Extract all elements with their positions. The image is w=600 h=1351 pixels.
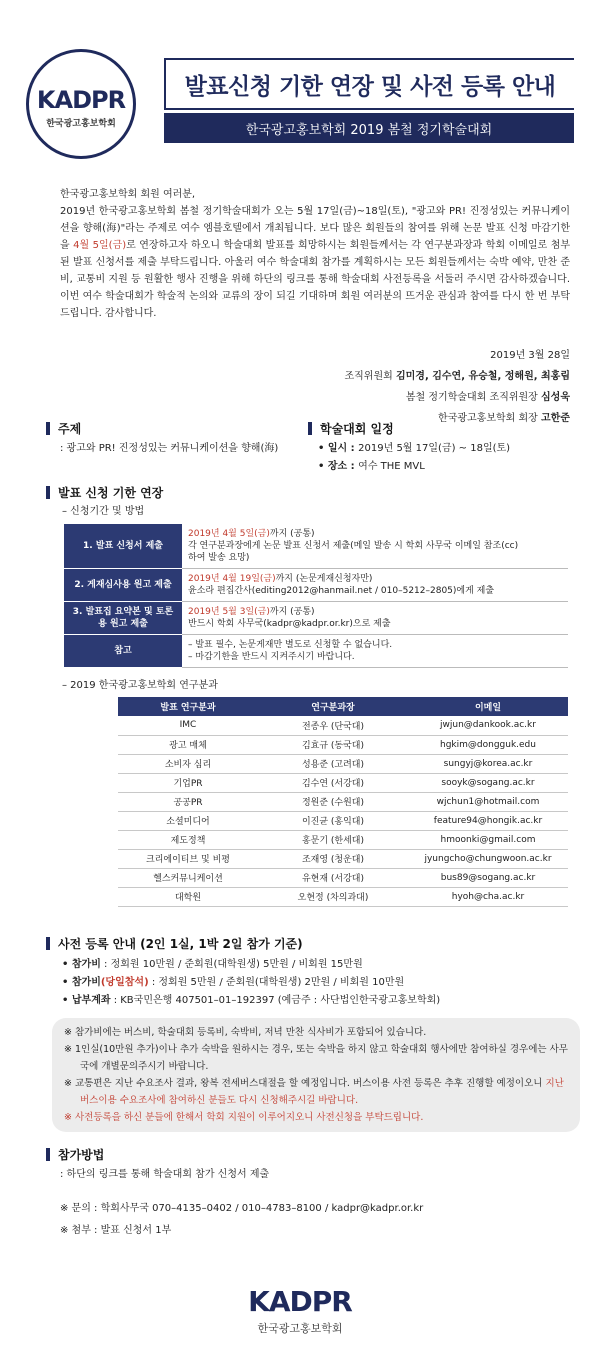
table-row [118, 792, 568, 811]
table-row [118, 773, 568, 792]
division-name: 크리에이티브 및 비평 [118, 849, 258, 868]
participation-text: : 하단의 링크를 통해 학술대회 참가 신청서 제출 [60, 1169, 270, 1180]
place-label: • 장소 : [318, 461, 359, 472]
table-row [118, 849, 568, 868]
extension-row-content [182, 569, 568, 602]
table-row [118, 830, 568, 849]
column-header: 연구분과장 [258, 697, 408, 716]
extension-row-label: 1. 발표 신청서 제출 [64, 524, 182, 569]
fee-value: : 정회원 10만원 / 준회원(대학원생) 5만원 / 비회원 15만원 [100, 959, 363, 970]
table-row [118, 811, 568, 830]
extension-row-label: 참고 [64, 635, 182, 668]
schedule-date [318, 440, 510, 457]
notice-item: ※ 1인실(10만원 추가)이나 추가 숙박을 원하시는 경우, 또는 숙박을 하지 않고 학술대회 행사에만 참여하실 경우에는 사무국에 개별문의주시기 바랍니다. [64, 1044, 568, 1072]
registration-fee [62, 956, 363, 973]
division-chair: 전종우 (단국대) [258, 716, 408, 735]
account-label: • 납부계좌 [62, 995, 111, 1006]
president-label: 한국광고홍보학회 회장 [438, 413, 542, 424]
heading-bar [46, 1148, 50, 1161]
division-name: IMC [118, 716, 258, 735]
attachment-info: ※ 첨부 : 발표 신청서 1부 [60, 1225, 172, 1236]
footer-org-name: 한국광고홍보학회 [257, 1322, 343, 1335]
extension-text: 까지 (공통) [269, 529, 315, 539]
division-email: sungyj@korea.ac.kr [408, 754, 568, 773]
footer-logo [0, 1285, 600, 1336]
date-label: • 일시 : [318, 443, 359, 454]
date-value: 2019년 5월 17일(금) ~ 18일(토) [358, 443, 511, 454]
extension-text: 까지 (공통) [269, 607, 315, 617]
dayfee-value: : 정회원 5만원 / 준회원(대학원생) 2만원 / 비회원 10만원 [148, 977, 405, 988]
kadpr-logo [26, 49, 136, 159]
extension-line [188, 606, 562, 618]
dayfee-label: • 참가비 [62, 977, 101, 988]
letter-text-2: 로 연장하고자 하오니 학술대회 발표를 희망하시는 회원들께서는 각 연구분과장과 학회 이메일로 첨부된 발표 신청서를 제출 부탁드립니다. 아울러 여수 학술대회 참가를 계획하시는 모든 회원들께서는 숙박 예약, 만찬 준비, 교통비 지원 등 원활한 행사 진행을 위해 하단의 링크를 통해 학술대회 사전등록을 서둘러 주시면 감사하겠습니다. 이번 여수 학술대회가 학술적 논의와 교류의 장이 되길 기대하며 회원 여러분의 뜨거운 관심과 참여를 다시 한 번 부탁드립니다. 감사합니다. [60, 240, 571, 319]
extension-line: – 마감기한을 반드시 지켜주시기 바랍니다. [188, 652, 355, 662]
extension-row-content [182, 602, 568, 635]
page-title: 발표신청 기한 연장 및 사전 등록 안내 [184, 73, 556, 100]
signature-block [344, 345, 570, 429]
division-chair: 조재영 (청운대) [258, 849, 408, 868]
notice-box [52, 1018, 580, 1132]
extension-line: 반드시 학회 사무국(kadpr@kadpr.or.kr)으로 제출 [188, 619, 391, 629]
extension-line [188, 573, 562, 585]
header [0, 0, 600, 170]
division-name: 대학원 [118, 887, 258, 906]
division-email: hgkim@dongguk.edu [408, 735, 568, 754]
extension-text: 까지 (논문게재신청자만) [275, 574, 373, 584]
table-row [118, 887, 568, 906]
division-chair: 김효규 (동국대) [258, 735, 408, 754]
column-header: 이메일 [408, 697, 568, 716]
chair-label: 봄철 정기학술대회 조직위원장 [405, 392, 542, 403]
deadline-date: 2019년 4월 5일(금) [188, 529, 270, 539]
notice-item: ※ 사전등록을 하신 분들에 한해서 학회 지원이 이루어지오니 사전신청을 부탁드립니다. [64, 1112, 424, 1123]
deadline-highlight: 4월 5일(금) [73, 240, 127, 251]
extension-line [188, 639, 562, 651]
heading-bar [46, 486, 50, 499]
extension-line: 하여 발송 요망) [188, 553, 250, 563]
schedule-place [318, 458, 425, 475]
chair-name: 심성욱 [541, 392, 570, 403]
extension-subheading: – 신청기간 및 방법 [62, 506, 145, 517]
division-name: 소셜미디어 [118, 811, 258, 830]
signature-date: 2019년 3월 28일 [490, 350, 570, 361]
division-chair: 오현정 (차의과대) [258, 887, 408, 906]
table-row [118, 754, 568, 773]
division-email: sooyk@sogang.ac.kr [408, 773, 568, 792]
division-email: hyoh@cha.ac.kr [408, 887, 568, 906]
committee-label: 조직위원회 [344, 371, 396, 382]
division-chair: 정원준 (수원대) [258, 792, 408, 811]
division-chair: 홍문기 (한세대) [258, 830, 408, 849]
table-row [118, 716, 568, 735]
extension-row [64, 569, 568, 602]
extension-text: – 발표 필수, 논문게재만 별도로 신청할 수 없습니다. [188, 640, 393, 650]
extension-row-label: 2. 게재심사용 원고 제출 [64, 569, 182, 602]
extension-heading [46, 484, 163, 501]
extension-row-content [182, 635, 568, 668]
letter-paragraph [60, 203, 570, 322]
fee-label: • 참가비 [62, 959, 101, 970]
division-name: 제도정책 [118, 830, 258, 849]
division-name: 광고 매체 [118, 735, 258, 754]
registration-account [62, 992, 440, 1009]
division-email: hmoonki@gmail.com [408, 830, 568, 849]
logo-org-name: 한국광고홍보학회 [46, 119, 116, 129]
greeting: 한국광고홍보학회 회원 여러분, [60, 189, 196, 200]
division-name: 소비자 심리 [118, 754, 258, 773]
division-name: 기업PR [118, 773, 258, 792]
notice-item: ※ 참가비에는 버스비, 학술대회 등록비, 숙박비, 저녁 만찬 식사비가 포함되어 있습니다. [64, 1027, 427, 1038]
letter-body [60, 186, 570, 322]
theme-heading [46, 420, 81, 437]
division-email: jyungcho@chungwoon.ac.kr [408, 849, 568, 868]
division-email: bus89@sogang.ac.kr [408, 868, 568, 887]
page-subtitle: 한국광고홍보학회 2019 봄철 정기학술대회 [164, 113, 574, 143]
extension-line: 각 연구분과장에게 논문 발표 신청서 제출(메일 발송 시 학회 사무국 이메일 참조(cc) [188, 541, 519, 551]
letter-text-1: 2019년 한국광고홍보학회 봄철 정기학술대회가 오는 5월 17일(금)~18일(토), "광고와 PR! 진정성있는 커뮤니케이션을 향해(海)"라는 주제로 여수 엠블호텔에서 개최됩니다. 보다 많은 회원들의 참여를 위해 논문 발표 신청 마감기한을 [60, 206, 570, 251]
account-value: : KB국민은행 407501–01–192397 (예금주 : 사단법인한국광고홍보학회) [110, 995, 441, 1006]
registration-heading-text: 사전 등록 안내 (2인 1실, 1박 2일 참가 기준) [58, 937, 303, 951]
extension-row [64, 524, 568, 569]
schedule-heading-text: 학술대회 일정 [320, 422, 394, 436]
president-name: 고한준 [541, 413, 570, 424]
registration-dayfee [62, 974, 404, 991]
division-chair: 김수연 (서강대) [258, 773, 408, 792]
division-name: 헬스커뮤니케이션 [118, 868, 258, 887]
participation-heading-text: 참가방법 [58, 1148, 105, 1162]
divisions-heading: – 2019 한국광고홍보학회 연구분과 [62, 680, 218, 691]
registration-heading [46, 935, 303, 952]
notice-highlight: 지난 버스이용 수요조사에 참여하신 분들도 다시 신청해주시길 바랍니다. [80, 1078, 564, 1106]
notice-text: ※ 교통편은 지난 수요조사 결과, 왕복 전세버스대절을 할 예정입니다. 버스이용 사전 등록은 추후 진행할 예정이오니 [64, 1078, 546, 1089]
footer-logo-text: KADPR [248, 1285, 352, 1318]
title-box [164, 58, 574, 110]
extension-line: 윤소라 편집간사(editing2012@hanmail.net / 010–5212–2805)에게 제출 [188, 586, 495, 596]
place-value: 여수 THE MVL [358, 461, 425, 472]
column-header: 발표 연구분과 [118, 697, 258, 716]
deadline-date: 2019년 5월 3일(금) [188, 607, 270, 617]
divisions-header-row [118, 697, 568, 716]
extension-row-content [182, 524, 568, 569]
signature-chair [344, 387, 570, 408]
division-email: jwjun@dankook.ac.kr [408, 716, 568, 735]
heading-bar [46, 937, 50, 950]
table-row [118, 735, 568, 754]
notice-item [64, 1075, 568, 1109]
schedule-heading [308, 420, 394, 437]
table-row [118, 868, 568, 887]
division-name: 공공PR [118, 792, 258, 811]
extension-table [64, 524, 568, 668]
committee-names: 김미경, 김수연, 유승철, 정해원, 최홍림 [395, 371, 570, 382]
extension-row [64, 602, 568, 635]
extension-heading-text: 발표 신청 기한 연장 [58, 486, 164, 500]
extension-line [188, 528, 562, 540]
theme-heading-text: 주제 [58, 422, 82, 436]
contact-info: ※ 문의 : 학회사무국 070–4135–0402 / 010–4783–8100 / kadpr@kadpr.or.kr [60, 1203, 424, 1214]
division-email: feature94@hongik.ac.kr [408, 811, 568, 830]
deadline-date: 2019년 4월 19일(금) [188, 574, 276, 584]
extension-row [64, 635, 568, 668]
dayfee-note: (당일참석) [100, 977, 149, 988]
signature-committee [344, 366, 570, 387]
logo-text: KADPR [36, 86, 126, 114]
divisions-table [118, 697, 568, 907]
division-email: wjchun1@hotmail.com [408, 792, 568, 811]
heading-bar [308, 422, 312, 435]
theme-text: : 광고와 PR! 진정성있는 커뮤니케이션을 향해(海) [60, 443, 279, 454]
division-chair: 유현재 (서강대) [258, 868, 408, 887]
division-chair: 성용준 (고려대) [258, 754, 408, 773]
division-chair: 이진균 (홍익대) [258, 811, 408, 830]
extension-row-label: 3. 발표집 요약본 및 토론용 원고 제출 [64, 602, 182, 635]
participation-heading [46, 1146, 104, 1163]
heading-bar [46, 422, 50, 435]
